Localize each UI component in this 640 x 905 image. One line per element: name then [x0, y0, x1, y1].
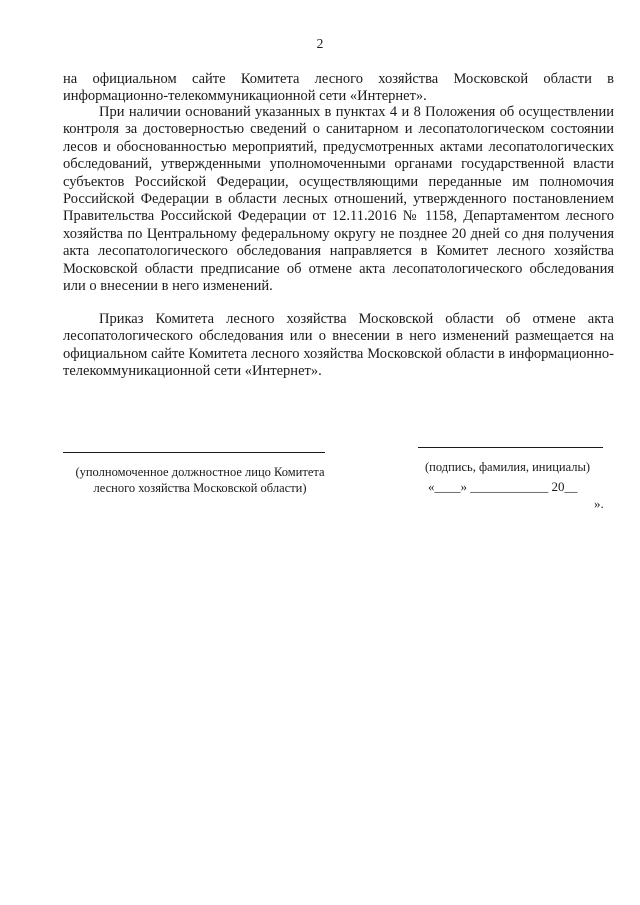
paragraph-order-text: Приказ Комитета лесного хозяйства Московской области об отмене акта лесопатологического обследования или о внесении в него изменений размещается на официальном сайте Комитета лесного хозяйства Московской области в информационно-телекоммуникационной сети «Интернет».: [63, 311, 614, 380]
paragraph-order: [63, 311, 614, 381]
closing-quote: ».: [594, 496, 604, 511]
paragraph-continuation: [63, 71, 614, 106]
signature-line: [418, 447, 603, 448]
paragraph-grounds: [63, 104, 614, 295]
page-number: 2: [316, 36, 324, 51]
official-caption-line2: лесного хозяйства Московской области): [93, 480, 307, 495]
official-caption: [55, 465, 345, 496]
signature-caption: (подпись, фамилия, инициалы): [424, 460, 591, 474]
paragraph-continuation-text: на официальном сайте Комитета лесного хозяйства Московской области в информационно-телекоммуникационной сети «Интернет».: [63, 71, 614, 105]
date-field: «____» ____________ 20__: [428, 479, 578, 494]
paragraph-grounds-text: При наличии оснований указанных в пунктах 4 и 8 Положения об осуществлении контроля за достоверностью сведений о санитарном и лесопатологическом состоянии лесов и обоснованностью мероприятий, предусмотренных актами лесопатологических обследований, утвержденными уполномоченными органами государственной власти субъектов Российской Федерации, осуществляющими переданные им полномочия Российской Федерации в области лесных отношений, утвержденного постановлением Правительства Российской Федерации от 12.11.2016 № 1158, Департаментом лесного хозяйства по Центральному федеральному округу не позднее 20 дней со дня получения акта лесопатологического обследования направляется в Комитет лесного хозяйства Московской области предписание об отмене акта лесопатологического обследования или о внесении в него изменений.: [63, 104, 614, 295]
official-caption-line1: (уполномоченное должностное лицо Комитета: [75, 465, 325, 479]
official-signature-line: [63, 452, 325, 453]
